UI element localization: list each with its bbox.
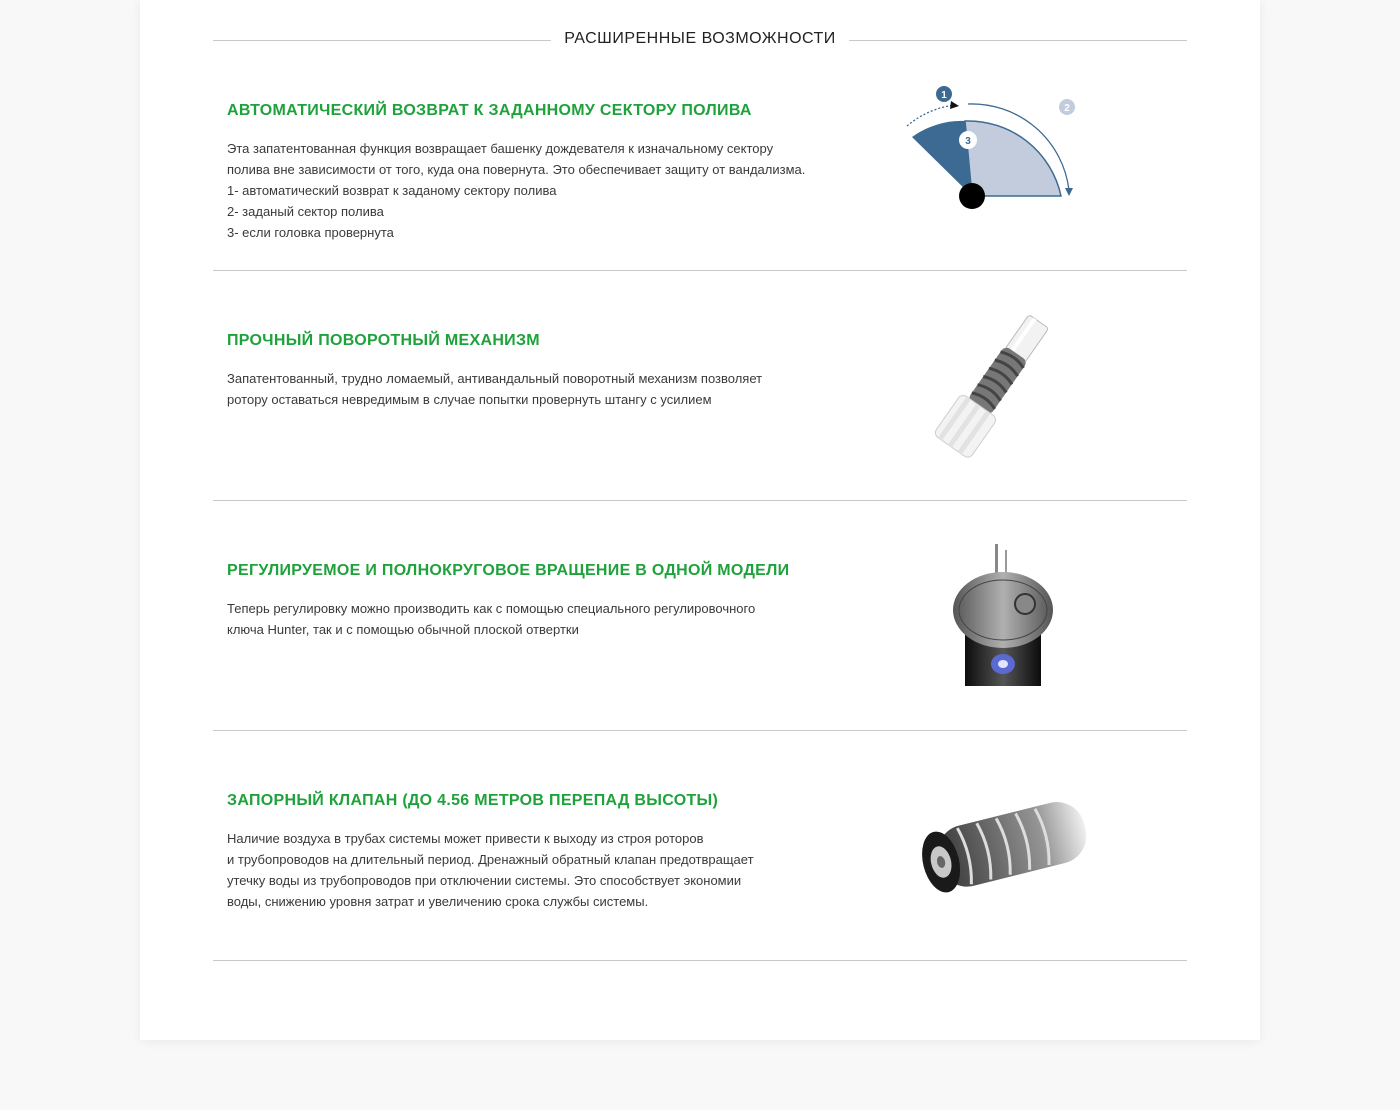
feature-adjustable-rotation bbox=[213, 500, 1187, 731]
feature-title: ПРОЧНЫЙ ПОВОРОТНЫЙ МЕХАНИЗМ bbox=[227, 332, 540, 349]
feature-auto-return bbox=[213, 40, 1187, 271]
description-line: ротору оставаться невредимым в случае попытки провернуть штангу с усилием bbox=[227, 392, 712, 407]
description-line: и трубопроводов на длительный период. Дренажный обратный клапан предотвращает bbox=[227, 852, 754, 867]
feature-description bbox=[227, 828, 827, 912]
content-card bbox=[140, 0, 1260, 1040]
returned-sector-shape bbox=[912, 121, 972, 196]
description-line: Запатентованный, трудно ломаемый, антивандальный поворотный механизм позволяет bbox=[227, 371, 763, 386]
feature-description bbox=[227, 368, 827, 410]
feature-rotating-mechanism bbox=[213, 270, 1187, 501]
feature-title: АВТОМАТИЧЕСКИЙ ВОЗВРАТ К ЗАДАННОМУ СЕКТОРУ ПОЛИВА bbox=[227, 102, 752, 119]
feature-description bbox=[227, 138, 827, 243]
sprinkler-cap bbox=[953, 572, 1053, 648]
feature-title: РЕГУЛИРУЕМОЕ И ПОЛНОКРУГОВОЕ ВРАЩЕНИЕ В ОДНОЙ МОДЕЛИ bbox=[227, 562, 790, 579]
arc-arrowhead-right bbox=[1065, 188, 1073, 196]
description-line: Эта запатентованная функция возвращает башенку дождевателя к изначальному сектору bbox=[227, 141, 774, 156]
description-line: полива вне зависимости от того, куда она повернута. Это обеспечивает защиту от вандализма. bbox=[227, 162, 806, 177]
badge-1-label: 1 bbox=[941, 90, 947, 101]
description-line: Наличие воздуха в трубах системы может привести к выходу из строя роторов bbox=[227, 831, 704, 846]
description-line: 3- если головка провернута bbox=[227, 225, 394, 240]
description-line: 2- заданый сектор полива bbox=[227, 204, 384, 219]
description-line: Теперь регулировку можно производить как с помощью специального регулировочного bbox=[227, 601, 756, 616]
rotating-mechanism-image bbox=[893, 302, 1093, 472]
check-valve-image bbox=[893, 762, 1093, 932]
description-line: утечку воды из трубопроводов при отключении системы. Это способствует экономии bbox=[227, 873, 742, 888]
description-line: воды, снижению уровня затрат и увеличению срока службы системы. bbox=[227, 894, 649, 909]
section-title: РАСШИРЕННЫЕ ВОЗМОЖНОСТИ bbox=[564, 30, 836, 47]
description-line: ключа Hunter, так и с помощью обычной плоской отвертки bbox=[227, 622, 579, 637]
sprinkler-head-image bbox=[893, 532, 1093, 702]
badge-2-label: 2 bbox=[1064, 103, 1070, 114]
feature-description bbox=[227, 598, 827, 640]
feature-check-valve bbox=[213, 730, 1187, 961]
description-line: 1- автоматический возврат к заданому сектору полива bbox=[227, 183, 557, 198]
arc-return-diagram bbox=[893, 72, 1093, 242]
return-arrowhead bbox=[950, 101, 959, 109]
badge-3-label: 3 bbox=[965, 136, 971, 147]
preset-sector-shape bbox=[965, 121, 1061, 196]
pivot-dot bbox=[959, 183, 985, 209]
feature-title: ЗАПОРНЫЙ КЛАПАН (ДО 4.56 МЕТРОВ ПЕРЕПАД ВЫСОТЫ) bbox=[227, 792, 719, 809]
